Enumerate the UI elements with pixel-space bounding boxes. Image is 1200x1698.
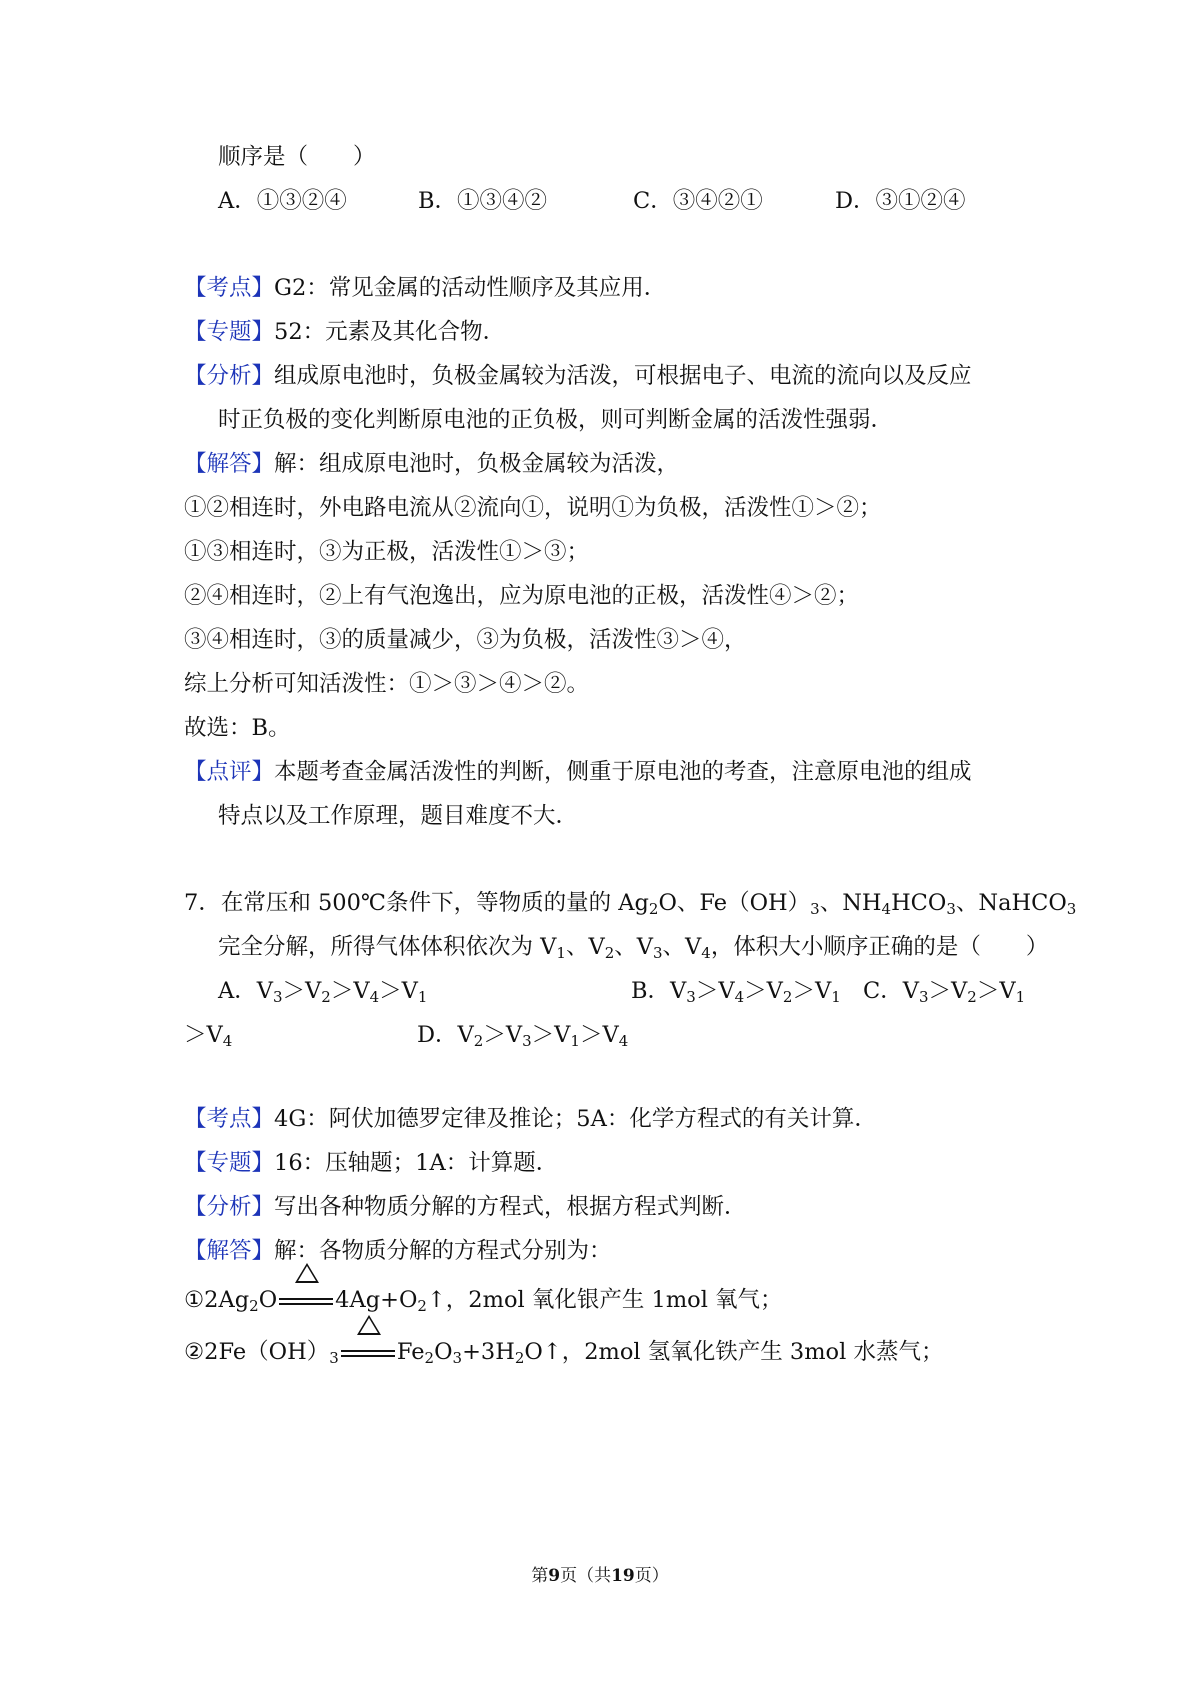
q7-option-c-cont: $>V_4$ [184,1022,233,1050]
total-pages: 19 [611,1566,635,1586]
jieda-tag: 【解答】 [184,451,275,477]
fenxi-row [184,361,972,391]
option-d: D．③①②④ [835,188,966,214]
equation-text: Fe [396,1339,425,1365]
dianping-text: 本题考查金属活泼性的判断，侧重于原电池的考查，注意原电池的组成 [274,759,972,785]
equation-text: O [258,1287,278,1313]
solution-line: ②④相连时，②上有气泡逸出，应为原电池的正极，活泼性④＞②； [184,583,860,609]
q7-option-a: A．$V_3>V_2>V_4>V_1$ [218,978,428,1006]
option-b: B．①③④② [418,188,548,214]
q7-stem-text: HCO [891,890,947,916]
zhuanti-row [184,317,505,347]
q7-stem-line1: 7．在常压和 500℃条件下，等物质的量的 $Ag_2O$、$Fe(OH)_3$、$NH_4HCO_3$、NaHCO$_3$ [184,890,1077,918]
q7-kaodian-row [184,1104,877,1134]
equation-text: O↑，2mol 氢氧化铁产生 3mol 水蒸气； [524,1339,944,1365]
equation-2: $②2Fe(OH)_3$ $Fe_2O_3+3H_2O↑$，2mol 氢氧化铁产生 3mol 水蒸气； [184,1337,943,1367]
dianping-text-cont: 特点以及工作原理，题目难度不大． [218,803,579,829]
question-stem-tail: 顺序是（ ） [218,144,376,170]
q7-stem-text: 、NH [819,890,882,916]
equation-text: ↑，2mol 氧化银产生 1mol 氧气； [426,1287,783,1313]
zhuanti-tag: 【专题】 [184,319,275,345]
equation-text: ②2Fe（OH） [184,1339,330,1365]
q7-option-c: C．$V_3>V_2>V_1$ [863,978,1026,1006]
q7-stem-text: 完全分解，所得气体体积依次为 V [218,934,557,960]
dianping-row [184,757,972,787]
option-c: C．③④②① [633,188,763,214]
heat-equals-sign [277,1285,335,1315]
q7-stem-text: ，体积大小顺序正确的是（ ） [710,934,1049,960]
dianping-tag: 【点评】 [184,759,275,785]
fenxi-tag: 【分析】 [184,363,275,389]
q7-zhuanti-row [184,1148,558,1178]
footer-text: 页） [634,1566,669,1586]
equation-1: $①2Ag_2O$ $4Ag+O_2↑$，2mol 氧化银产生 1mol 氧气； [184,1285,783,1315]
page-footer [0,1564,1200,1588]
jieda-tag: 【解答】 [184,1238,275,1264]
kaodian-tag: 【考点】 [184,275,275,301]
solution-line: ①③相连时，③为正极，活泼性①＞③； [184,539,590,565]
equation-text: 4Ag+O [335,1287,418,1313]
q7-stem-text: O、Fe（OH） [658,890,811,916]
fenxi-text: 组成原电池时，负极金属较为活泼，可根据电子、电流的流向以及反应 [274,363,972,389]
equation-text: +3H [462,1339,515,1365]
q7-option-b: B．$V_3>V_4>V_2>V_1$ [631,978,841,1006]
solution-line: ①②相连时，外电路电流从②流向①，说明①为负极，活泼性①＞②； [184,495,882,521]
q7-jieda-row [184,1236,612,1266]
fenxi-text-cont: 时正负极的变化判断原电池的正负极，则可判断金属的活泼性强弱． [218,407,894,433]
kaodian-text: G2：常见金属的活动性顺序及其应用． [274,275,667,301]
q7-stem-text: 7．在常压和 500℃条件下，等物质的量的 Ag [184,890,649,916]
footer-text: 第 [531,1566,549,1586]
kaodian-row [184,273,666,303]
option-a: A．①③②④ [218,188,347,214]
zhuanti-tag: 【专题】 [184,1150,275,1176]
jieda-text: 解：各物质分解的方程式分别为： [274,1238,612,1264]
jieda-text: 解：组成原电池时，负极金属较为活泼， [274,451,680,477]
answer-options [218,186,966,216]
fenxi-text: 写出各种物质分解的方程式，根据方程式判断． [274,1194,747,1220]
heat-equals-sign [339,1337,397,1367]
equation-text: O [434,1339,453,1365]
q7-stem-line2: 完全分解，所得气体体积依次为 $V_1$、$V_2$、$V_3$、$V_4$，体积大小顺序正确的是（ ） [218,934,1049,962]
q7-stem-text: 、NaHCO [955,890,1067,916]
zhuanti-text: 52：元素及其化合物． [274,319,506,345]
page-number: 9 [548,1566,561,1586]
kaodian-text: 4G：阿伏加德罗定律及推论；5A：化学方程式的有关计算． [274,1106,877,1132]
delta-icon [357,1315,381,1335]
equation-text: ①2Ag [184,1287,250,1313]
solution-line: 综上分析可知活泼性：①＞③＞④＞②。 [184,671,590,697]
delta-icon [295,1263,319,1283]
footer-text: 页（共 [560,1566,612,1586]
solution-line: ③④相连时，③的质量减少，③为负极，活泼性③＞④， [184,627,747,653]
zhuanti-text: 16：压轴题；1A：计算题． [274,1150,559,1176]
fenxi-tag: 【分析】 [184,1194,275,1220]
kaodian-tag: 【考点】 [184,1106,275,1132]
q7-fenxi-row [184,1192,747,1222]
jieda-row [184,449,679,479]
q7-option-d: D．$V_2>V_3>V_1>V_4$ [417,1022,629,1050]
solution-line: 故选：B。 [184,715,291,741]
